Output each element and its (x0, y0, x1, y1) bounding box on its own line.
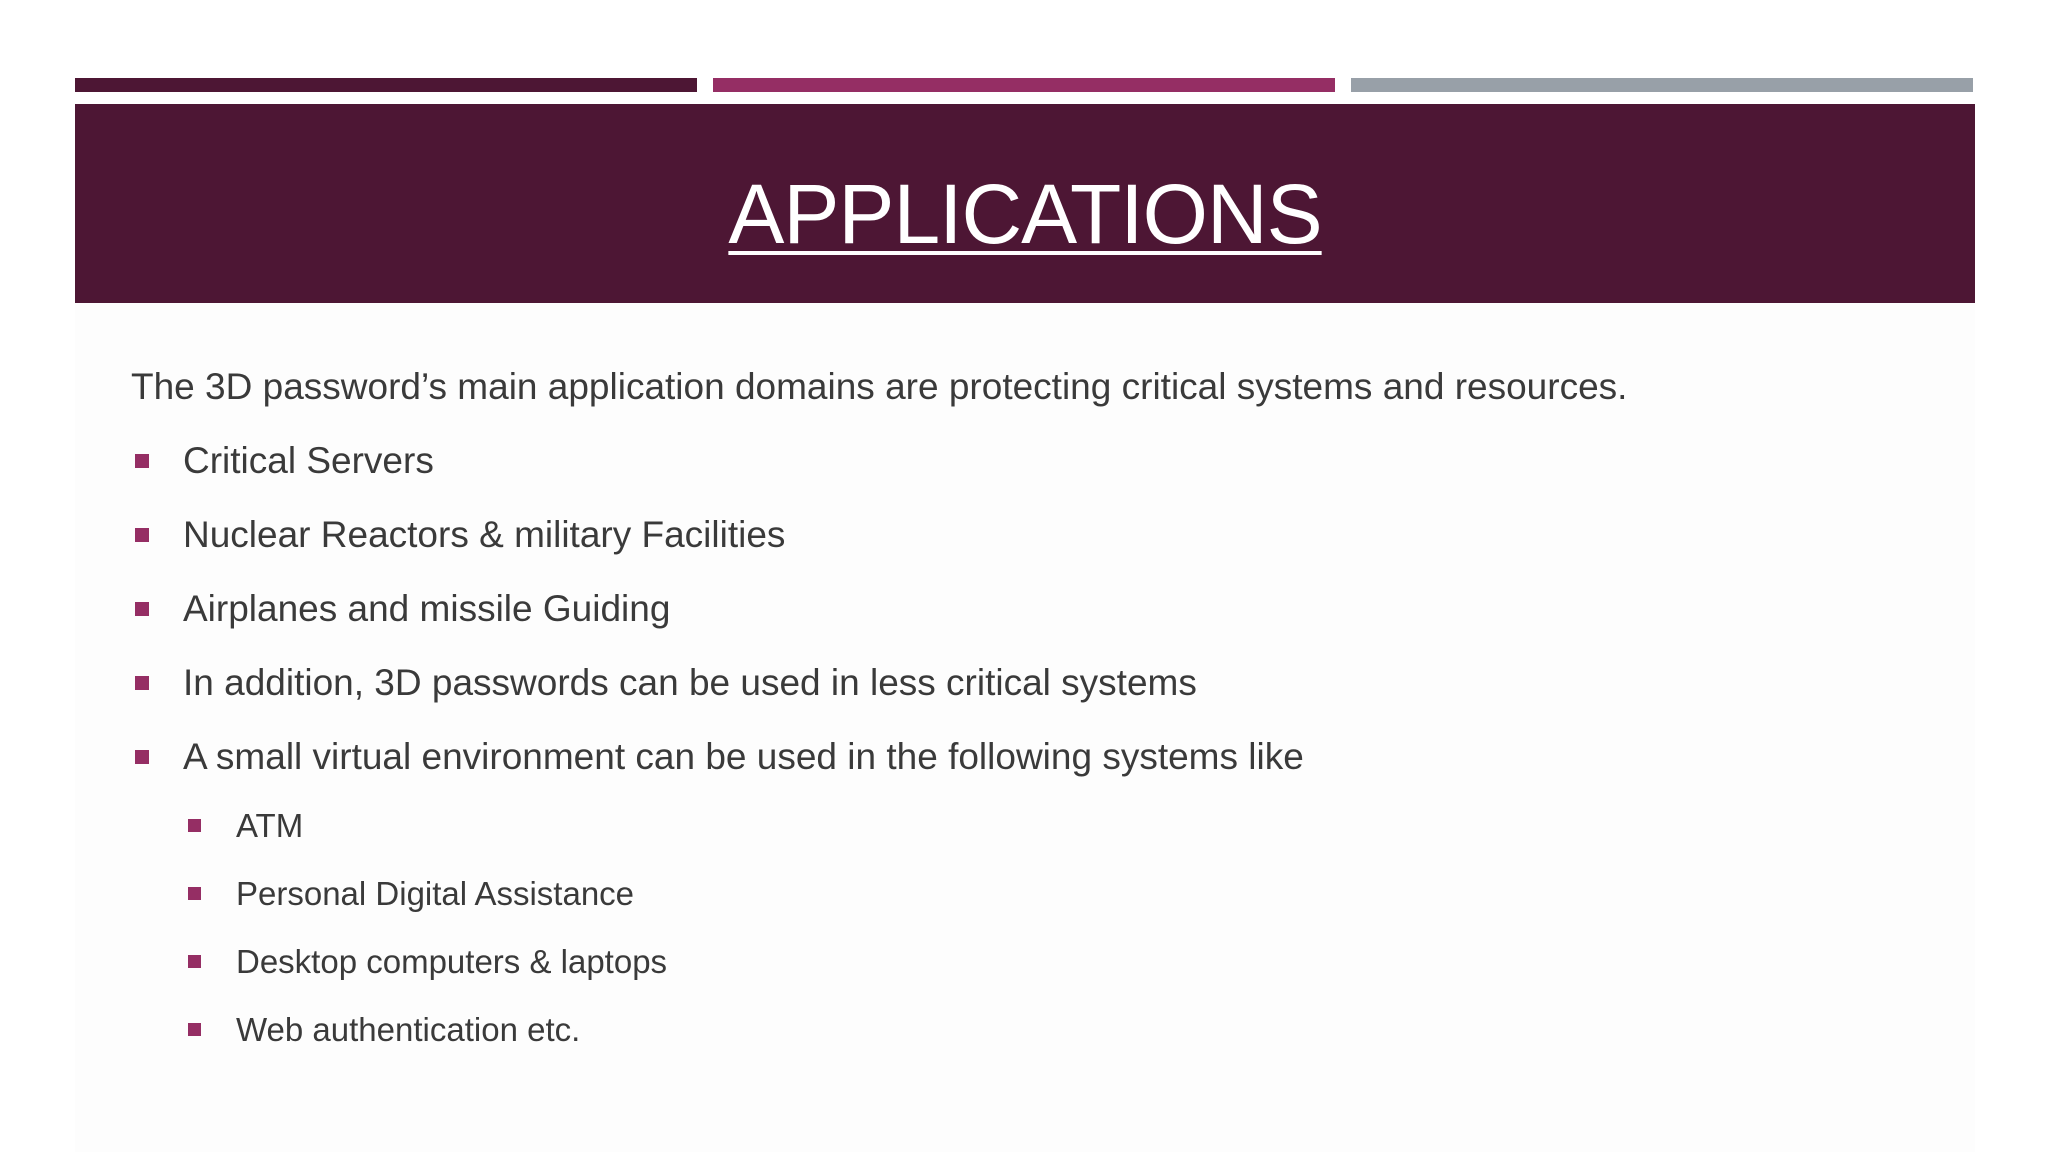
sub-list-item (184, 804, 667, 872)
square-bullet-icon (188, 819, 201, 832)
sub-list-item (184, 1008, 667, 1076)
sub-list-item (184, 872, 667, 940)
square-bullet-icon (135, 602, 149, 616)
bullet-list (131, 436, 1304, 806)
square-bullet-icon (135, 454, 149, 468)
square-bullet-icon (135, 750, 149, 764)
bullet-text: Critical Servers (183, 440, 434, 481)
sub-bullet-text: ATM (236, 807, 304, 844)
sub-bullet-text: Desktop computers & laptops (236, 943, 668, 980)
list-item (131, 658, 1304, 732)
accent-bar-dark (75, 78, 697, 92)
sub-bullet-text: Personal Digital Assistance (236, 875, 635, 912)
accent-bar-gray (1351, 78, 1973, 92)
square-bullet-icon (188, 1023, 201, 1036)
list-item (131, 510, 1304, 584)
sub-bullet-list (184, 804, 667, 1076)
square-bullet-icon (188, 887, 201, 900)
list-item (131, 584, 1304, 658)
bullet-text: A small virtual environment can be used in the following systems like (183, 736, 1304, 777)
accent-bar-magenta (713, 78, 1335, 92)
title-band (75, 104, 1975, 303)
bullet-text: Airplanes and missile Guiding (183, 588, 671, 629)
slide-title: APPLICATIONS (728, 167, 1322, 261)
list-item (131, 436, 1304, 510)
sub-list-item (184, 940, 667, 1008)
square-bullet-icon (188, 955, 201, 968)
bullet-text: In addition, 3D passwords can be used in less critical systems (183, 662, 1197, 703)
sub-bullet-text: Web authentication etc. (236, 1011, 581, 1048)
square-bullet-icon (135, 676, 149, 690)
square-bullet-icon (135, 528, 149, 542)
intro-text: The 3D password’s main application domains are protecting critical systems and resources. (131, 366, 1628, 407)
bullet-text: Nuclear Reactors & military Facilities (183, 514, 786, 555)
list-item (131, 732, 1304, 806)
